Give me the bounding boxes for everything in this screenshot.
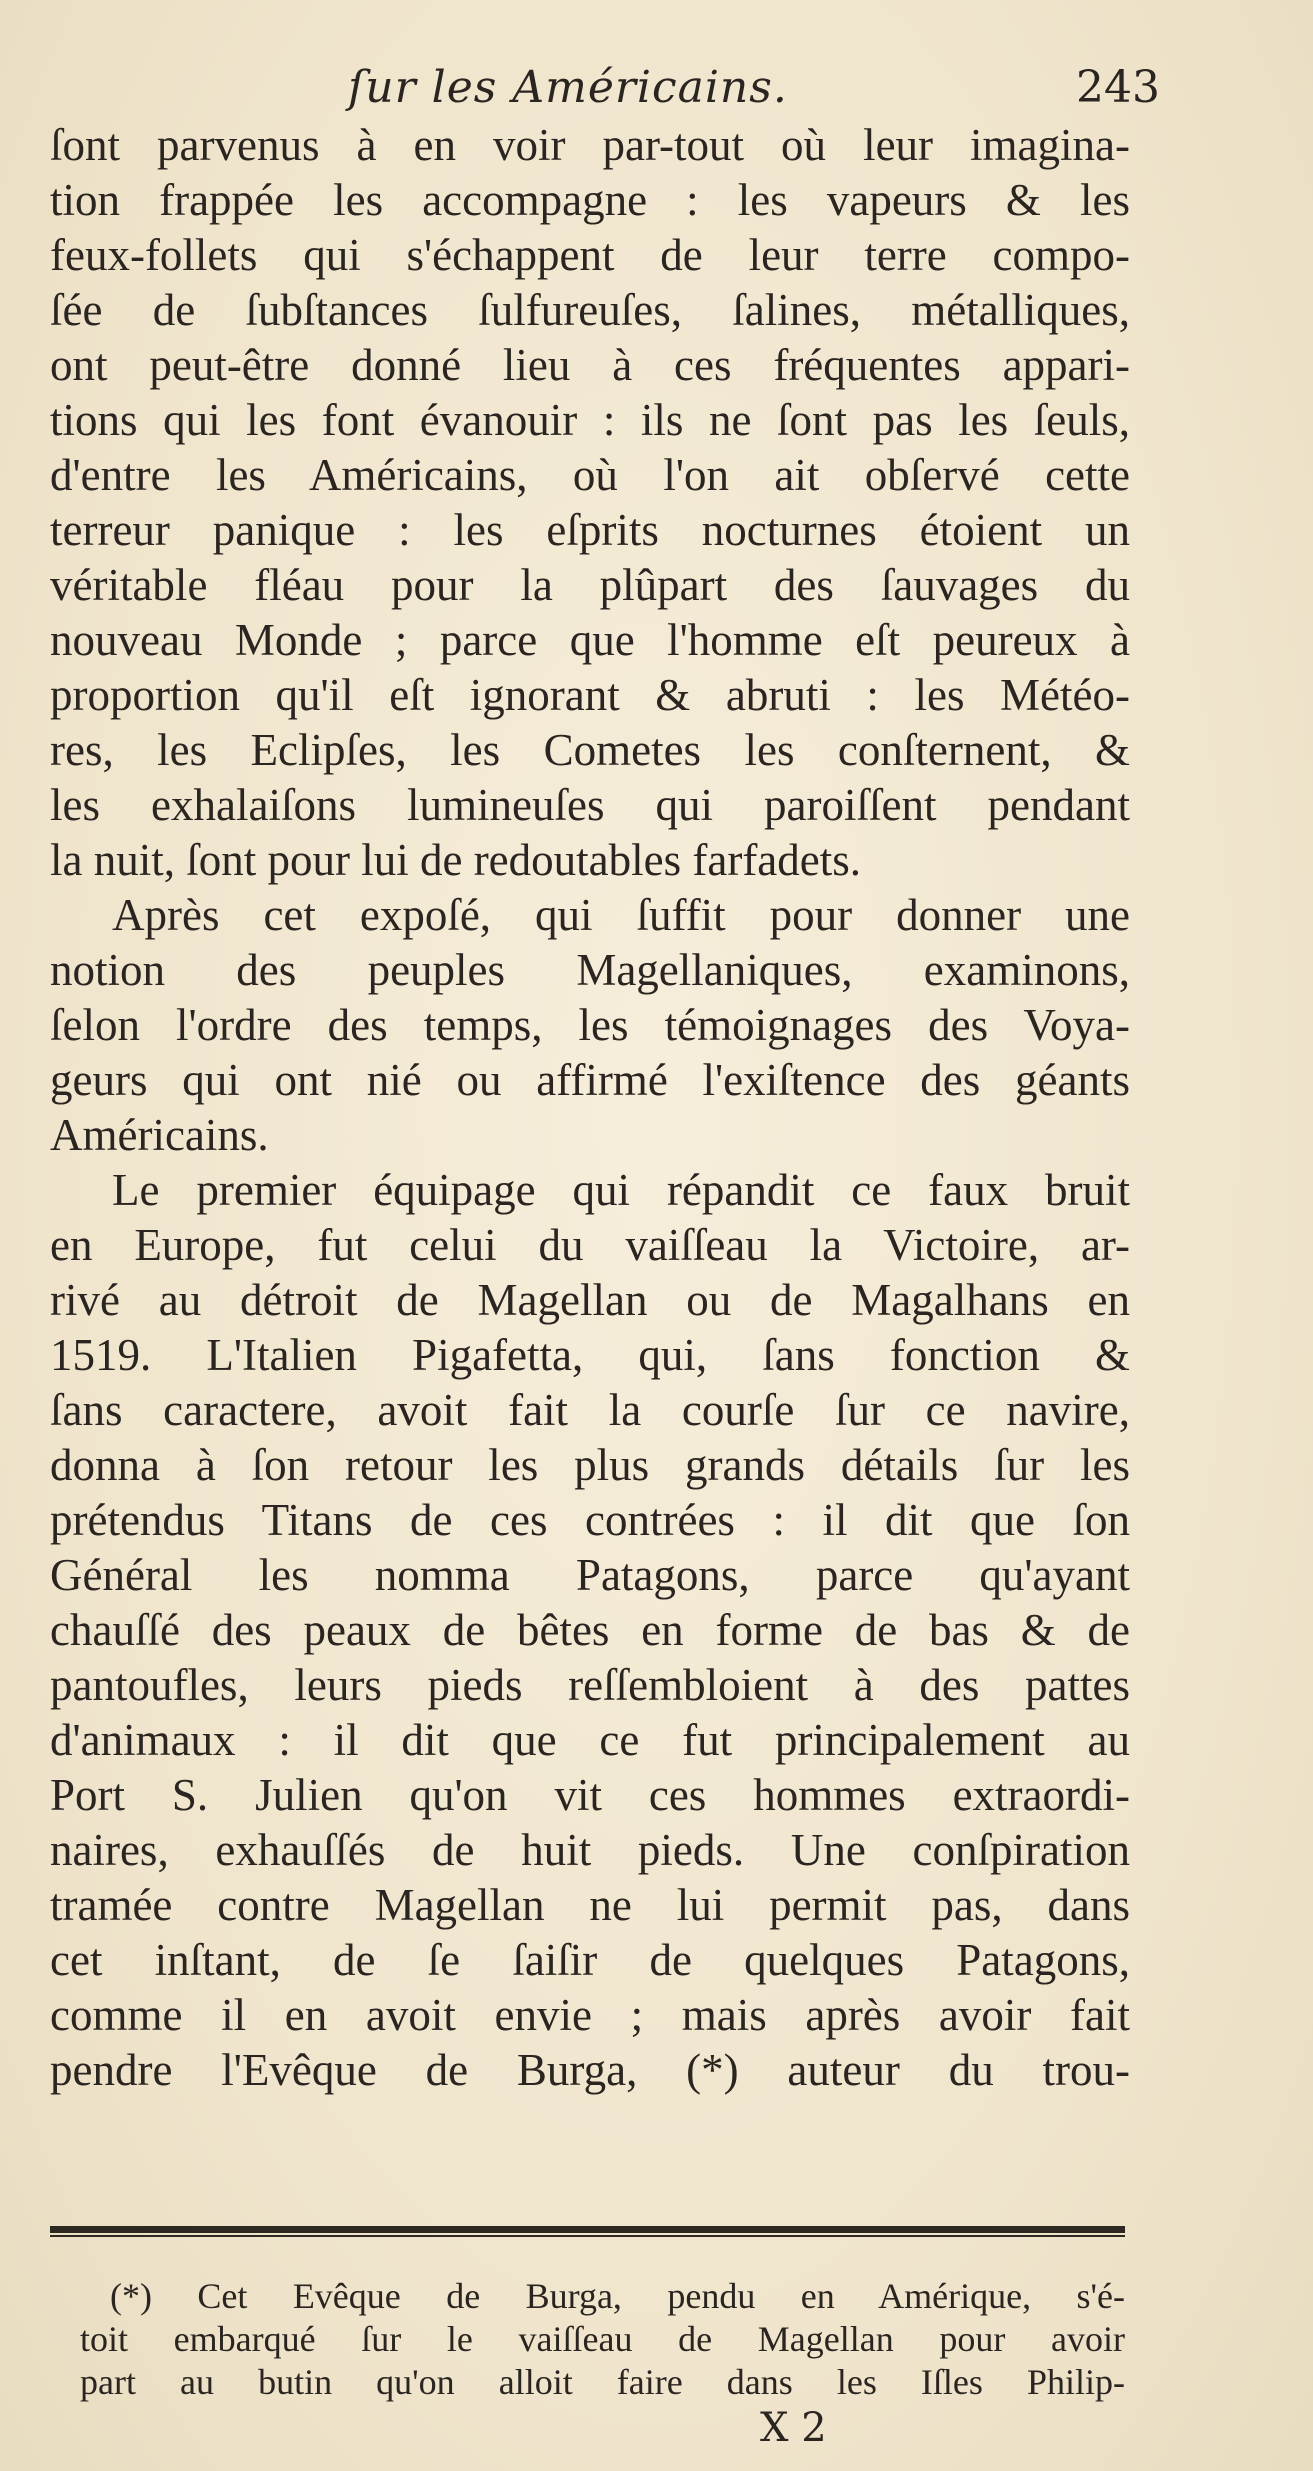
text-line: prétendus Titans de ces contrées : il dit que ſon — [50, 1495, 1130, 1545]
running-title: ſur les Américains. — [348, 62, 788, 113]
text-line: pendre l'Evêque de Burga, (*) auteur du trou- — [50, 2045, 1130, 2095]
paragraph-start: Après cet expoſé, qui ſuffit pour donner une — [112, 890, 1130, 940]
text-line: tion frappée les accompagne : les vapeurs & les — [50, 175, 1130, 225]
signature-mark: X 2 — [760, 2405, 827, 2451]
text-line: ſelon l'ordre des temps, les témoignages des Voya- — [50, 1000, 1130, 1050]
footnote-line: toit embarqué ſur le vaiſſeau de Magellan pour avoir — [80, 2319, 1125, 2359]
text-line: feux-follets qui s'échappent de leur terre compo- — [50, 230, 1130, 280]
text-line: res, les Eclipſes, les Cometes les conſternent, & — [50, 725, 1130, 775]
text-line: la nuit, ſont pour lui de redoutables farfadets. — [50, 835, 862, 885]
text-line: d'entre les Américains, où l'on ait obſervé cette — [50, 450, 1130, 500]
footnote-line: part au butin qu'on alloit faire dans les Iſles Philip- — [80, 2362, 1125, 2402]
text-line: en Europe, fut celui du vaiſſeau la Victoire, ar- — [50, 1220, 1130, 1270]
text-line: chauſſé des peaux de bêtes en forme de bas & de — [50, 1605, 1130, 1655]
text-line: Général les nomma Patagons, parce qu'ayant — [50, 1550, 1130, 1600]
footnote-line: (*) Cet Evêque de Burga, pendu en Amérique, s'é- — [110, 2276, 1125, 2316]
footnote — [80, 2275, 1125, 2404]
text-line: rivé au détroit de Magellan ou de Magalhans en — [50, 1275, 1130, 1325]
text-line: ont peut-être donné lieu à ces fréquentes appari- — [50, 340, 1130, 390]
text-line: ſont parvenus à en voir par-tout où leur imagina- — [50, 120, 1130, 170]
text-line: 1519. L'Italien Pigafetta, qui, ſans fonction & — [50, 1330, 1130, 1380]
text-line: les exhalaiſons lumineuſes qui paroiſſent pendant — [50, 780, 1130, 830]
paragraph-start: Le premier équipage qui répandit ce faux bruit — [112, 1165, 1130, 1215]
text-line: ſée de ſubſtances ſulfureuſes, ſalines, métalliques, — [50, 285, 1130, 335]
text-line: d'animaux : il dit que ce fut principalement au — [50, 1715, 1130, 1765]
body-text — [50, 118, 1130, 2098]
text-line: ſans caractere, avoit fait la courſe ſur ce navire, — [50, 1385, 1130, 1435]
page-number: 243 — [1076, 62, 1160, 113]
footnote-divider — [50, 2226, 1125, 2237]
text-line: véritable fléau pour la plûpart des ſauvages du — [50, 560, 1130, 610]
text-line: comme il en avoit envie ; mais après avoir fait — [50, 1990, 1130, 2040]
text-line: Port S. Julien qu'on vit ces hommes extraordi- — [50, 1770, 1130, 1820]
text-line: Américains. — [50, 1110, 269, 1160]
text-line: notion des peuples Magellaniques, examinons, — [50, 945, 1130, 995]
text-line: tramée contre Magellan ne lui permit pas, dans — [50, 1880, 1130, 1930]
text-line: cet inſtant, de ſe ſaiſir de quelques Patagons, — [50, 1935, 1130, 1985]
text-line: pantoufles, leurs pieds reſſembloient à des pattes — [50, 1660, 1130, 1710]
text-line: tions qui les font évanouir : ils ne ſont pas les ſeuls, — [50, 395, 1130, 445]
text-line: proportion qu'il eſt ignorant & abruti : les Météo- — [50, 670, 1130, 720]
text-line: terreur panique : les eſprits nocturnes étoient un — [50, 505, 1130, 555]
text-line: naires, exhauſſés de huit pieds. Une conſpiration — [50, 1825, 1130, 1875]
text-line: donna à ſon retour les plus grands détails ſur les — [50, 1440, 1130, 1490]
text-line: geurs qui ont nié ou affirmé l'exiſtence des géants — [50, 1055, 1130, 1105]
text-line: nouveau Monde ; parce que l'homme eſt peureux à — [50, 615, 1130, 665]
